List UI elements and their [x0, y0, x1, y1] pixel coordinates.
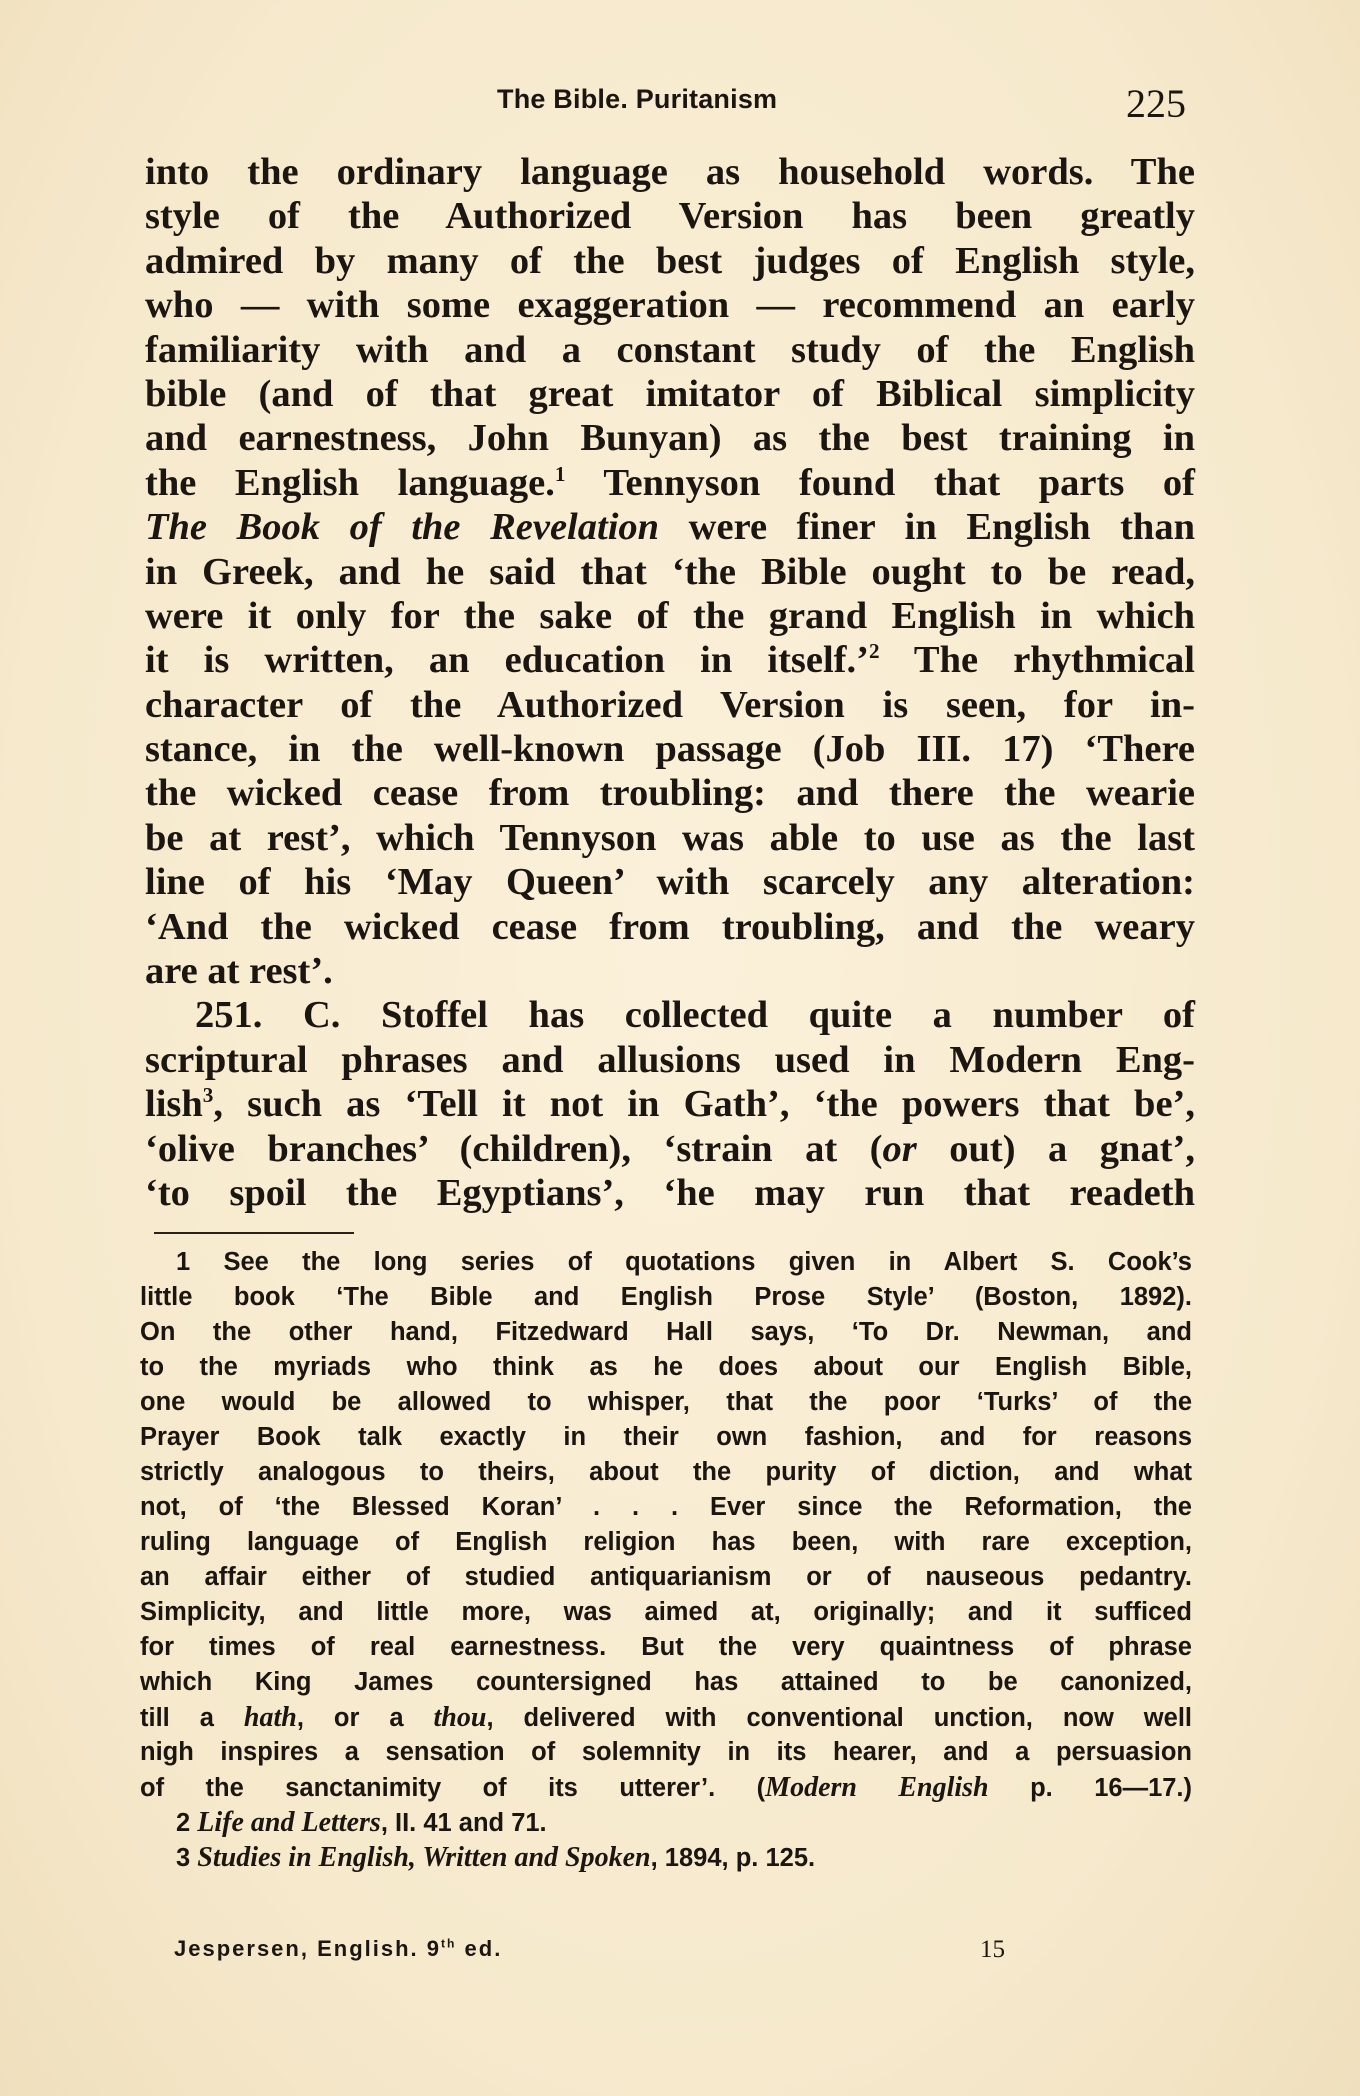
- footnote-line: Simplicity, and little more, was aimed at, originally; and it sufficed: [140, 1598, 1192, 1626]
- signature-superscript: th: [440, 1936, 457, 1951]
- source-title: Studies in English, Written and Spoken: [197, 1842, 651, 1873]
- body-line: and earnestness, John Bunyan) as the best training in: [145, 417, 1195, 460]
- footnote-line: [140, 1700, 1192, 1735]
- body-line: scriptural phrases and allusions used in Modern Eng-: [145, 1038, 1195, 1081]
- body-text-run: out) a gnat’,: [916, 1127, 1195, 1170]
- body-line: [145, 461, 1195, 505]
- body-line: bible (and of that great imitator of Biblical simplicity: [145, 372, 1195, 415]
- footnote-line: strictly analogous to theirs, about the purity of diction, and what: [140, 1458, 1192, 1486]
- body-line: style of the Authorized Version has been greatly: [145, 195, 1195, 238]
- footnote-ref-1[interactable]: 1: [554, 461, 566, 486]
- body-text-run: The rhythmical: [879, 639, 1195, 682]
- body-line: be at rest’, which Tennyson was able to use as the last: [145, 816, 1195, 859]
- signature-text: ed.: [456, 1936, 503, 1961]
- body-line: familiarity with and a constant study of the English: [145, 328, 1195, 371]
- footnote-line: an affair either of studied antiquarianism or of nauseous pedantry.: [140, 1563, 1192, 1591]
- body-line: ‘to spoil the Egyptians’, ‘he may run that readeth: [145, 1171, 1195, 1214]
- footnote-text-run: till a: [140, 1704, 244, 1732]
- body-line: the wicked cease from troubling: and there the wearie: [145, 772, 1195, 815]
- footnote-number: 2: [176, 1809, 198, 1837]
- italic-hath: hath: [243, 1702, 297, 1733]
- running-head: The Bible. Puritanism: [497, 84, 778, 114]
- body-line: character of the Authorized Version is seen, for in-: [145, 683, 1195, 726]
- body-line: who — with some exaggeration — recommend an early: [145, 284, 1195, 327]
- paragraph-number: 251.: [195, 994, 263, 1037]
- footnote-line: for times of real earnestness. But the very quaintness of phrase: [140, 1633, 1192, 1661]
- footnote-line: [140, 1770, 1192, 1805]
- footnote-line: nigh inspires a sensation of solemnity in its hearer, and a persuasion: [140, 1738, 1192, 1766]
- body-line: [145, 1082, 1195, 1126]
- footnote-line: which King James countersigned has attained to be canonized,: [140, 1668, 1192, 1696]
- footnote-line: one would be allowed to whisper, that the poor ‘Turks’ of the: [140, 1388, 1192, 1416]
- body-text-run: were finer in English than: [688, 506, 1195, 549]
- footnote-text-run: of the sanctanimity of its utterer’. (: [140, 1774, 766, 1802]
- source-title: Modern English: [765, 1772, 989, 1803]
- body-text: [145, 150, 1195, 1215]
- body-line: admired by many of the best judges of English style,: [145, 239, 1195, 282]
- sheet-number: 15: [980, 1936, 1005, 1963]
- page-number: 225: [1126, 81, 1186, 126]
- footnotes: [140, 1245, 1192, 1875]
- body-line: are at rest’.: [145, 950, 333, 993]
- footnote-text-run: , 1894, p. 125.: [650, 1844, 816, 1872]
- footnote-text-run: ,: [486, 1704, 524, 1732]
- body-text-run: ‘olive branches’ (children), ‘strain at (: [145, 1127, 883, 1170]
- footnote-line: Prayer Book talk exactly in their own fashion, and for reasons: [140, 1423, 1192, 1451]
- body-text-run: , such as ‘Tell it not in Gath’, ‘the powers that be’,: [213, 1083, 1195, 1126]
- source-title: Life and Letters: [197, 1807, 381, 1838]
- footnote-text-run: , or a: [296, 1704, 434, 1732]
- page-footer: [174, 1936, 1014, 1976]
- body-line: line of his ‘May Queen’ with scarcely any alteration:: [145, 861, 1195, 904]
- book-title: The Book of the Revelation: [145, 506, 660, 549]
- footnote-line: [140, 1805, 1192, 1840]
- footnote-line: not, of ‘the Blessed Koran’ . . . Ever since the Reformation, the: [140, 1493, 1192, 1521]
- footnote-line: On the other hand, Fitzedward Hall says, ‘To Dr. Newman, and: [140, 1318, 1192, 1346]
- footnote-rule: [154, 1232, 354, 1234]
- body-text-run: lish: [145, 1083, 203, 1126]
- body-text-run: it is written, an education in itself.’: [145, 639, 869, 682]
- italic-thou: thou: [433, 1702, 487, 1733]
- italic-or: or: [882, 1127, 917, 1170]
- body-text-run: the English language.: [145, 461, 555, 504]
- footnote-line: [140, 1840, 1192, 1875]
- footnote-line: to the myriads who think as he does about our English Bible,: [140, 1353, 1192, 1381]
- body-line: into the ordinary language as household words. The: [145, 151, 1195, 193]
- signature-text: Jespersen, English. 9: [174, 1936, 441, 1961]
- body-text-run: C. Stoffel has collected quite a number of: [262, 994, 1195, 1037]
- body-line: [145, 638, 1195, 682]
- body-line: [145, 505, 1195, 549]
- footnote-text-run: delivered with conventional unction, now well: [523, 1704, 1192, 1732]
- printer-signature: [174, 1936, 502, 1962]
- body-line: [145, 993, 1195, 1037]
- footnote-ref-2[interactable]: 2: [868, 639, 880, 664]
- footnote-line: little book ‘The Bible and English Prose Style’ (Boston, 1892).: [140, 1283, 1192, 1311]
- body-line: in Greek, and he said that ‘the Bible ought to be read,: [145, 550, 1195, 593]
- body-line: stance, in the well-known passage (Job III. 17) ‘There: [145, 728, 1195, 771]
- footnote-text-run: p. 16—17.): [988, 1774, 1193, 1802]
- body-line: [145, 1127, 1195, 1171]
- footnote-ref-3[interactable]: 3: [202, 1083, 214, 1108]
- page-header: [0, 81, 1360, 134]
- footnote-text-run: , II. 41 and 71.: [380, 1809, 547, 1837]
- body-text-run: Tennyson found that parts of: [565, 461, 1195, 504]
- footnote-line: 1 See the long series of quotations given in Albert S. Cook’s: [176, 1248, 1192, 1276]
- body-line: ‘And the wicked cease from troubling, and the weary: [145, 905, 1195, 948]
- footnote-number: 3: [176, 1844, 198, 1872]
- body-line: were it only for the sake of the grand English in which: [145, 594, 1195, 637]
- footnote-line: ruling language of English religion has been, with rare exception,: [140, 1528, 1192, 1556]
